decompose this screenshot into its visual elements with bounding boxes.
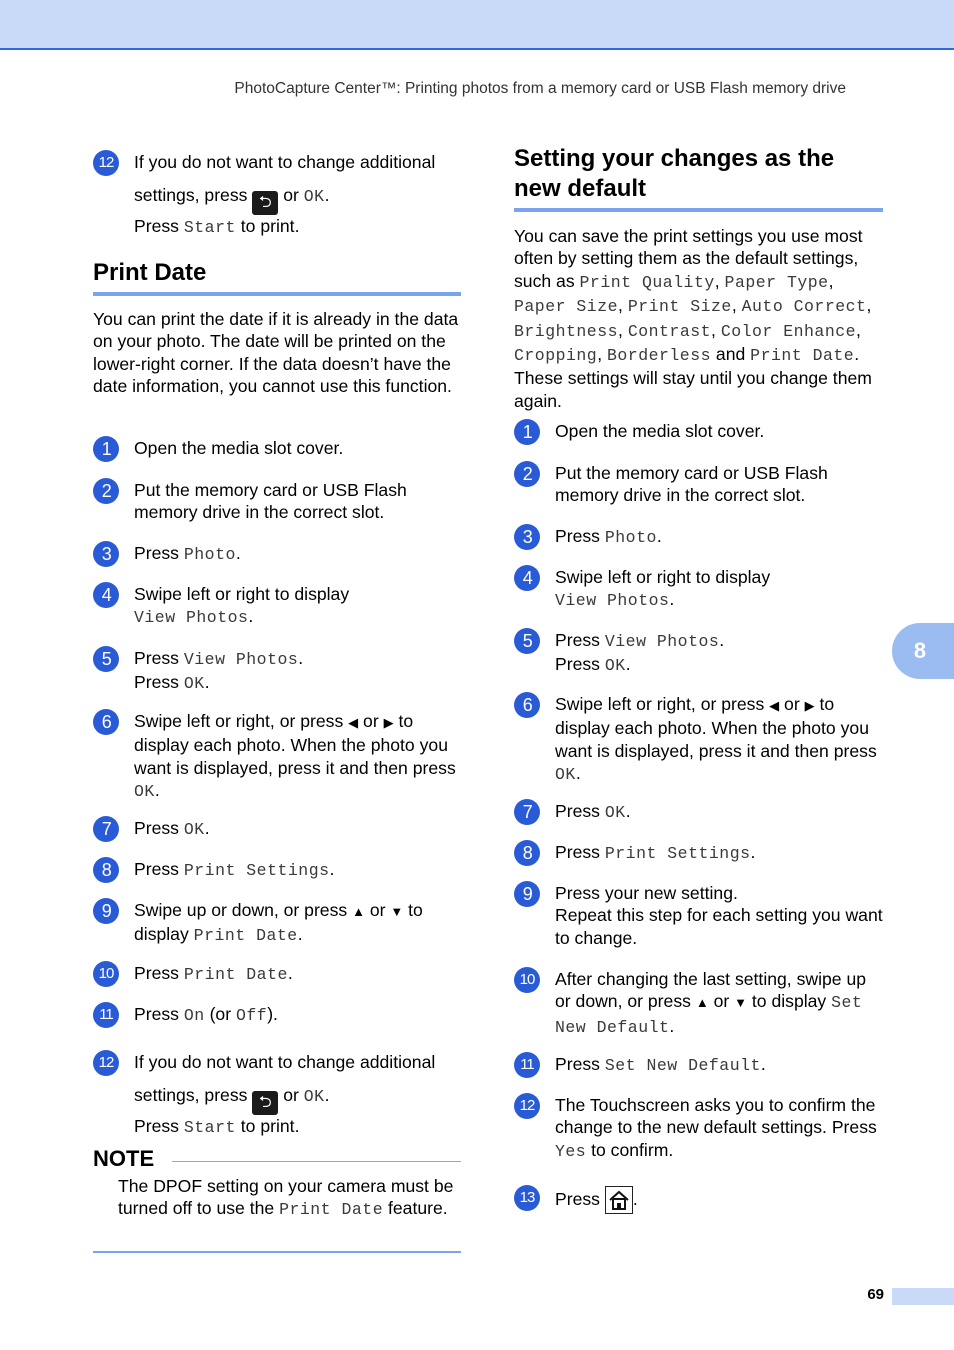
def-step-13: 13 Press . <box>514 1186 885 1214</box>
down-arrow-icon: ▼ <box>734 995 748 1011</box>
pd-step-7: 7 Press OK. <box>93 817 461 841</box>
def-step-7: 7 Press OK. <box>514 800 885 824</box>
heading-rule <box>514 208 883 212</box>
page-number-bar <box>892 1288 954 1305</box>
def-step-12: 12 The Touchscreen asks you to confirm the change to the new default settings. Press Yes to confirm. <box>514 1094 885 1163</box>
def-step-8: 8 Press Print Settings. <box>514 841 885 865</box>
top-header-bar <box>0 0 954 50</box>
right-arrow-icon: ▶ <box>383 715 394 730</box>
page-number: 69 <box>867 1286 884 1303</box>
note-bottom-rule <box>93 1251 461 1253</box>
down-arrow-icon: ▼ <box>390 904 404 919</box>
pd-step-11: 11 Press On (or Off). <box>93 1003 461 1027</box>
print-date-heading: Print Date <box>93 259 207 286</box>
chapter-tab: 8 <box>892 623 954 679</box>
back-icon: ⮌ <box>252 1091 278 1115</box>
up-arrow-icon: ▲ <box>352 904 365 919</box>
pd-step-10: 10 Press Print Date. <box>93 962 461 986</box>
pd-step-4: 4 Swipe left or right to display View Photos. <box>93 583 461 630</box>
default-intro: You can save the print settings you use most often by setting them as the default settings, such as Print Quality, Paper Type, Paper Size, Print Size, Auto Correct, Brightness, Contrast, Color Enhance, Cropping, Borderless and Print Date. These settings will stay until you change them again. <box>514 226 872 411</box>
up-arrow-icon: ▲ <box>695 995 709 1011</box>
right-arrow-icon: ▶ <box>804 698 815 713</box>
def-step-3: 3 Press Photo. <box>514 525 885 549</box>
pd-step-12: 12 If you do not want to change additional settings, press ⮌ or OK. Press Start to print. <box>93 1051 474 1139</box>
print-date-intro: You can print the date if it is already in the data on your photo. The date will be printed on the lower-right corner. If the data doesn’t have the date information, you cannot use this function. <box>93 309 459 397</box>
def-step-6: 6 Swipe left or right, or press ◀ or ▶ to display each photo. When the photo you want is displayed, press it and then press OK. <box>514 693 885 787</box>
pd-step-2: 2 Put the memory card or USB Flash memory drive in the correct slot. <box>93 479 461 524</box>
heading-rule <box>93 292 461 296</box>
def-step-10: 10 After changing the last setting, swipe up or down, or press ▲ or ▼ to display Set New Default. <box>514 968 885 1039</box>
def-step-4: 4 Swipe left or right to display View Photos. <box>514 566 885 613</box>
home-icon <box>605 1186 633 1214</box>
pd-step-6: 6 Swipe left or right, or press ◀ or ▶ to display each photo. When the photo you want is displayed, press it and then press OK. <box>93 710 461 804</box>
step-number: 12 <box>93 150 119 176</box>
running-head: PhotoCapture Center™: Printing photos from a memory card or USB Flash memory drive <box>234 80 846 97</box>
default-heading: Setting your changes as the new default <box>514 145 835 202</box>
pd-step-5: 5 Press View Photos. Press OK. <box>93 647 461 696</box>
note-text: The DPOF setting on your camera must be turned off to use the Print Date feature. <box>118 1176 454 1220</box>
note-rule <box>172 1161 461 1162</box>
note-label: NOTE <box>93 1146 155 1171</box>
back-icon: ⮌ <box>252 191 278 215</box>
step-12-top: 12 If you do not want to change additional settings, press ⮌ or OK. Press Start to print. <box>93 151 474 239</box>
left-arrow-icon: ◀ <box>769 698 780 713</box>
pd-step-9: 9 Swipe up or down, or press ▲ or ▼ to display Print Date. <box>93 899 461 948</box>
def-step-2: 2 Put the memory card or USB Flash memory drive in the correct slot. <box>514 462 885 507</box>
pd-step-8: 8 Press Print Settings. <box>93 858 461 882</box>
def-step-1: 1 Open the media slot cover. <box>514 420 885 442</box>
def-step-11: 11 Press Set New Default. <box>514 1053 885 1077</box>
pd-step-1: 1 Open the media slot cover. <box>93 437 461 459</box>
pd-step-3: 3 Press Photo. <box>93 542 461 566</box>
def-step-9: 9 Press your new setting. Repeat this step for each setting you want to change. <box>514 882 885 949</box>
def-step-5: 5 Press View Photos. Press OK. <box>514 629 885 678</box>
left-arrow-icon: ◀ <box>348 715 359 730</box>
